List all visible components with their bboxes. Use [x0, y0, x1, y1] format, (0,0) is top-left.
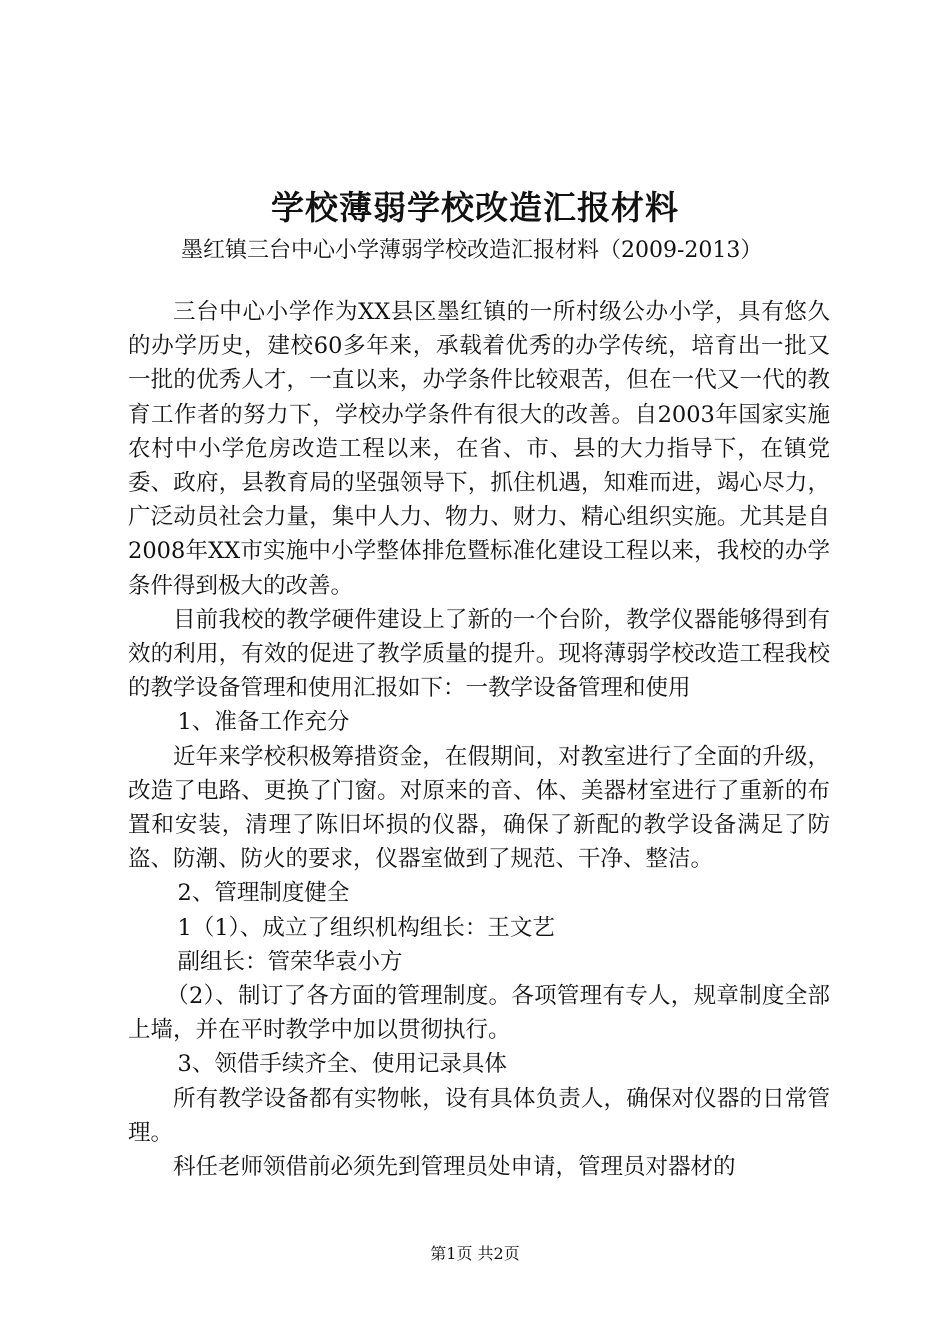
- document-title: 学校薄弱学校改造汇报材料: [271, 188, 679, 227]
- paragraph-intro: 三台中心小学作为XX县区墨红镇的一所村级公办小学，具有悠久的办学历史，建校60多年来，承载着优秀的办学传统，培育出一批又一批的优秀人才，一直以来，办学条件比较艰苦，但在一代又一代的教育工作者的努力下，学校办学条件有很大的改善。自2003年国家实施农村中小学危房改造工程以来，在省、市、县的大力指导下，在镇党委、政府，县教育局的坚强领导下，抓住机遇，知难而进，竭心尽力，广泛动员社会力量，集中人力、物力、财力、精心组织实施。尤其是自2008年XX市实施中小学整体排危暨标准化建设工程以来，我校的办学条件得到极大的改善。: [128, 299, 830, 599]
- section-heading-management: 2、管理制度健全: [177, 880, 350, 907]
- paragraph-inventory: 所有教学设备都有实物帐，设有具体负责人，确保对仪器的日常管理。: [128, 1085, 830, 1146]
- paragraph-deputy: 副组长：管荣华袁小方: [177, 948, 403, 975]
- document-body: [128, 295, 830, 1184]
- paragraph-organization: 1（1）、成立了组织机构组长：王文艺: [177, 914, 555, 941]
- section-heading-preparation: 1、准备工作充分: [177, 709, 350, 736]
- paragraph-preparation: 近年来学校积极筹措资金，在假期间，对教室进行了全面的升级，改造了电路、更换了门窗。对原来的音、体、美器材室进行了重新的布置和安装，清理了陈旧坏损的仪器，确保了新配的教学设备满足了防盗、防潮、防火的要求，仪器室做到了规范、干净、整洁。: [128, 743, 830, 873]
- paragraph-borrowing: 科任老师领借前必须先到管理员处申请，管理员对器材的: [173, 1154, 736, 1181]
- page-footer: 第1页 共2页: [430, 1244, 520, 1263]
- paragraph-rules: （2）、制订了各方面的管理制度。各项管理有专人，规章制度全部上墙，并在平时教学中加以贯彻执行。: [128, 983, 830, 1044]
- section-heading-borrowing: 3、领借手续齐全、使用记录具体: [177, 1051, 507, 1078]
- document-subtitle: 墨红镇三台中心小学薄弱学校改造汇报材料（2009-2013）: [181, 238, 763, 263]
- paragraph-current-status: 目前我校的教学硬件建设上了新的一个台阶，教学仪器能够得到有效的利用，有效的促进了教学质量的提升。现将薄弱学校改造工程我校的教学设备管理和使用汇报如下：一教学设备管理和使用: [128, 606, 830, 702]
